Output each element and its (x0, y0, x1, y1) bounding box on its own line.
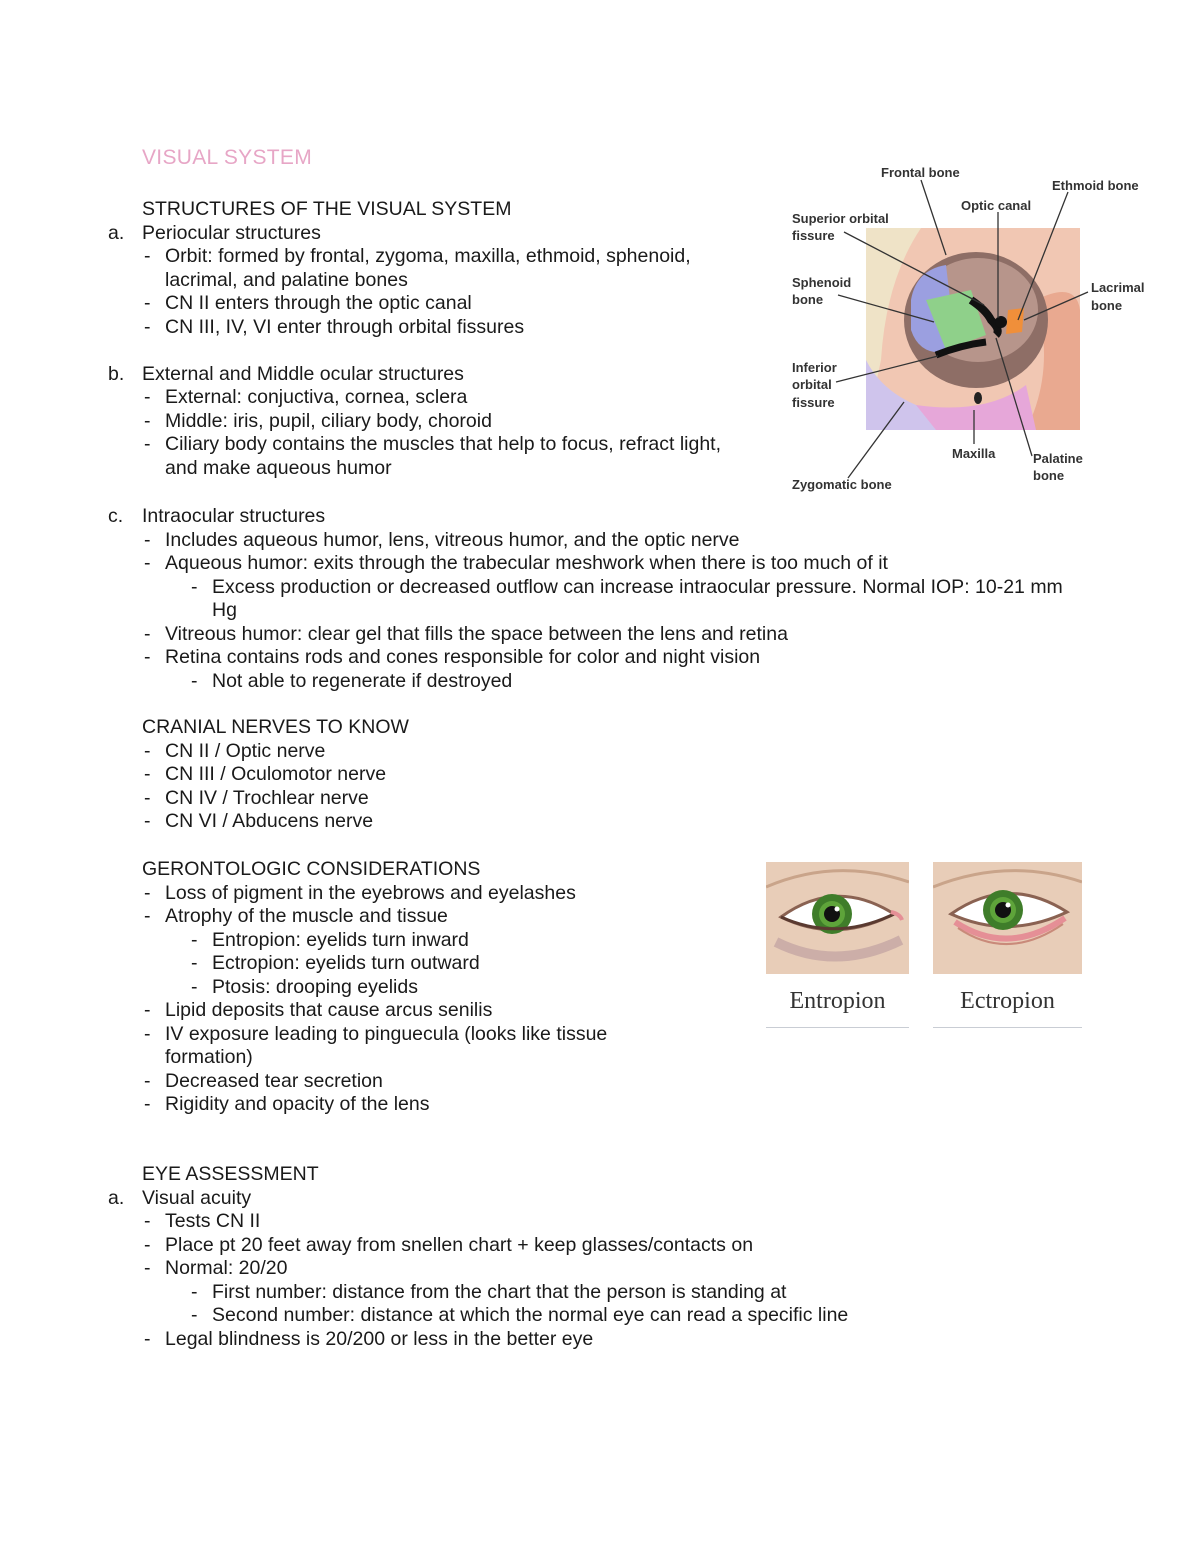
sphenoid-bone-label-2: bone (792, 292, 824, 307)
list-item: - Orbit: formed by frontal, zygoma, maxilla, ethmoid, sphenoid, lacrimal, and palatine bones (142, 245, 767, 292)
list-item: - Aqueous humor: exits through the trabecular meshwork when there is too much of it (142, 552, 1082, 576)
orbit-diagram (786, 160, 1151, 500)
list-item: - CN III, IV, VI enter through orbital fissures (142, 316, 767, 340)
list-item: - Lipid deposits that cause arcus senilis (142, 999, 672, 1023)
list-item: - Loss of pigment in the eyebrows and eyelashes (142, 882, 672, 906)
list-item: - Tests CN II (142, 1210, 1082, 1234)
list-item: - Atrophy of the muscle and tissue (142, 905, 672, 929)
palatine-bone-label-1: Palatine (1033, 451, 1083, 466)
intraocular-list (142, 529, 1082, 694)
subheading-marker: a. (108, 221, 125, 244)
subheading-label: Periocular structures (142, 221, 321, 244)
sub-list-item: - Excess production or decreased outflow can increase intraocular pressure. Normal IOP: 10-21 mm Hg (142, 576, 1082, 623)
list-item: - Vitreous humor: clear gel that fills the space between the lens and retina (142, 623, 1082, 647)
subheading-label: Visual acuity (142, 1186, 252, 1209)
ectropion-illustration (933, 862, 1082, 974)
inferior-orbital-fissure-label-3: fissure (792, 395, 835, 410)
palatine-bone-label-2: bone (1033, 468, 1065, 483)
cranial-nerves-heading: CRANIAL NERVES TO KNOW (142, 716, 409, 738)
intraocular-section (108, 505, 1082, 693)
external-middle-list (142, 386, 752, 480)
sub-list-item: - Ptosis: drooping eyelids (142, 976, 672, 1000)
list-item: - Legal blindness is 20/200 or less in the better eye (142, 1328, 1082, 1352)
eye-assessment-heading: EYE ASSESSMENT (142, 1163, 319, 1185)
divider (766, 1027, 909, 1028)
sub-list-item: - Entropion: eyelids turn inward (142, 929, 672, 953)
subheading-label: Intraocular structures (142, 505, 326, 527)
gerontologic-heading: GERONTOLOGIC CONSIDERATIONS (142, 858, 481, 880)
eye-assessment-list (142, 1210, 1082, 1351)
list-item: - Decreased tear secretion (142, 1070, 672, 1094)
entropion-illustration (766, 862, 909, 974)
entropion-caption: Entropion (789, 988, 886, 1014)
list-item: - Normal: 20/20 (142, 1257, 1082, 1281)
sphenoid-bone-label-1: Sphenoid (792, 275, 852, 290)
entropion-card (766, 862, 909, 1014)
frontal-bone-label: Frontal bone (881, 165, 960, 180)
eyelid-conditions-figure (766, 862, 1084, 1032)
list-item: - CN VI / Abducens nerve (142, 810, 1082, 834)
list-item: - CN II / Optic nerve (142, 740, 1082, 764)
inferior-orbital-fissure-label-1: Inferior (792, 360, 837, 375)
sub-list-item: - Second number: distance at which the normal eye can read a specific line (142, 1304, 1082, 1328)
cranial-nerves-section (142, 716, 1082, 834)
structures-heading: STRUCTURES OF THE VISUAL SYSTEM (142, 198, 512, 220)
eye-assessment-section (108, 1163, 1082, 1351)
gerontologic-list (142, 882, 672, 1117)
page-title: VISUAL SYSTEM (142, 146, 313, 169)
list-item: - Ciliary body contains the muscles that help to focus, refract light, and make aqueous humor (142, 433, 752, 480)
inferior-orbital-fissure-label-2: orbital (792, 377, 832, 392)
list-item: - Place pt 20 feet away from snellen chart + keep glasses/contacts on (142, 1234, 1082, 1258)
superior-orbital-fissure-label-2: fissure (792, 228, 835, 243)
zygomatic-bone-label: Zygomatic bone (792, 477, 892, 492)
superior-orbital-fissure-label-1: Superior orbital (792, 211, 889, 226)
optic-canal-shape (995, 316, 1007, 328)
list-item: - External: conjuctiva, cornea, sclera (142, 386, 752, 410)
visual-acuity-subheading (108, 1186, 1082, 1211)
subheading-label: External and Middle ocular structures (142, 362, 464, 385)
ectropion-card (933, 862, 1082, 1014)
ectropion-caption: Ectropion (960, 988, 1055, 1014)
list-item: - IV exposure leading to pinguecula (looks like tissue formation) (142, 1023, 672, 1070)
lacrimal-bone-label-2: bone (1091, 298, 1123, 313)
list-item: - Middle: iris, pupil, ciliary body, choroid (142, 410, 752, 434)
list-item: - Rigidity and opacity of the lens (142, 1093, 672, 1117)
list-item: - CN IV / Trochlear nerve (142, 787, 1082, 811)
periocular-list (142, 245, 767, 339)
sub-list-item: - Not able to regenerate if destroyed (142, 670, 1082, 694)
subheading-marker: b. (108, 362, 125, 385)
subheading-marker: a. (108, 1186, 125, 1209)
list-item: - Retina contains rods and cones responsible for color and night vision (142, 646, 1082, 670)
intraocular-subheading (108, 505, 1082, 529)
orbit-anatomy-figure (786, 160, 1151, 500)
infraorbital-foramen (974, 392, 982, 404)
optic-canal-label: Optic canal (961, 198, 1032, 213)
sub-list-item: - Ectropion: eyelids turn outward (142, 952, 672, 976)
list-item: - Includes aqueous humor, lens, vitreous humor, and the optic nerve (142, 529, 1082, 553)
divider (933, 1027, 1082, 1028)
cranial-nerves-list (142, 740, 1082, 834)
list-item: - CN II enters through the optic canal (142, 292, 767, 316)
subheading-marker: c. (108, 505, 124, 527)
maxilla-label: Maxilla (952, 446, 996, 461)
lacrimal-bone-label-1: Lacrimal (1091, 280, 1145, 295)
sub-list-item: - First number: distance from the chart that the person is standing at (142, 1281, 1082, 1305)
list-item: - CN III / Oculomotor nerve (142, 763, 1082, 787)
ethmoid-bone-label: Ethmoid bone (1052, 178, 1139, 193)
